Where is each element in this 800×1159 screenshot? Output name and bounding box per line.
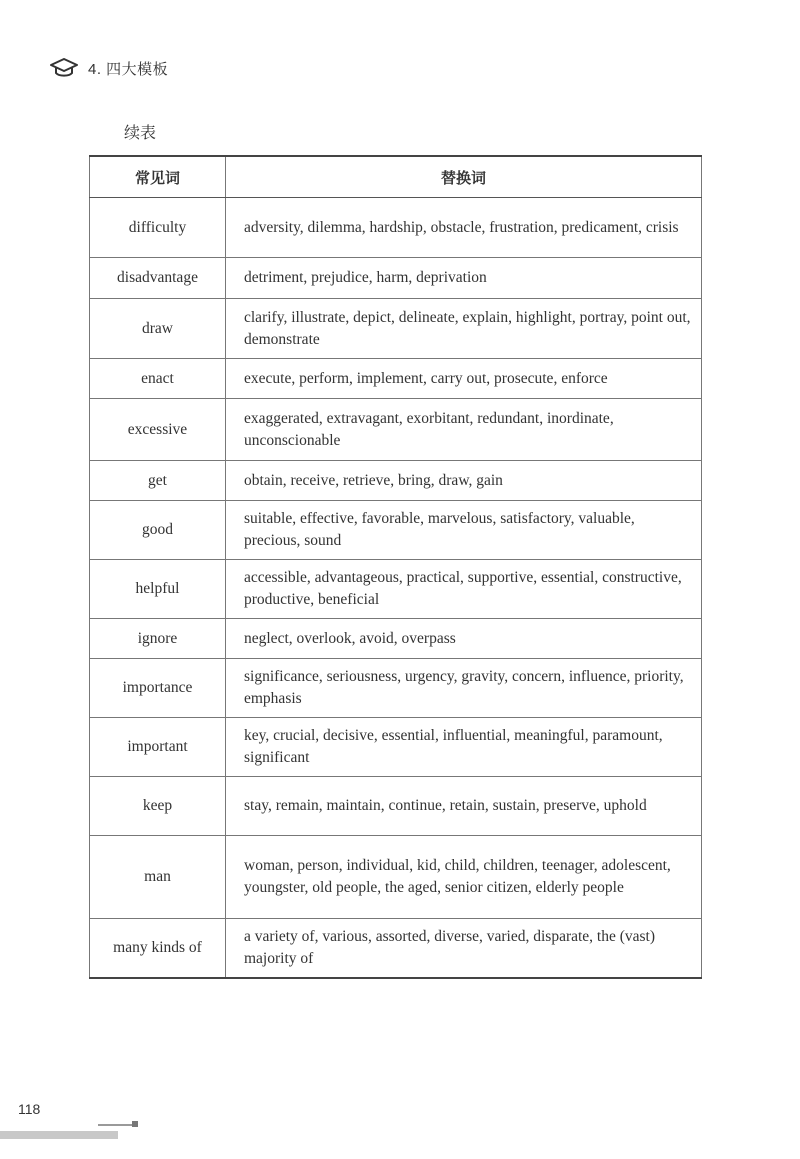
synonyms-cell: woman, person, individual, kid, child, children, teenager, adolescent, youngster, old people, the aged, senior citizen, elderly people: [226, 836, 702, 919]
table-row: [90, 198, 702, 258]
table-row: [90, 560, 702, 619]
synonyms-cell: a variety of, various, assorted, diverse, varied, disparate, the (vast) majority of: [226, 919, 702, 978]
page-number: 118: [18, 1101, 41, 1117]
column-header-replacement-word: 替换词: [226, 156, 702, 198]
synonyms-cell: execute, perform, implement, carry out, prosecute, enforce: [226, 359, 702, 399]
synonyms-cell: significance, seriousness, urgency, gravity, concern, influence, priority, emphasis: [226, 659, 702, 718]
common-word-cell: get: [90, 461, 226, 501]
vocabulary-table: [89, 155, 702, 979]
common-word-cell: man: [90, 836, 226, 919]
chapter-title: 4. 四大模板: [88, 60, 169, 78]
common-word-cell: important: [90, 718, 226, 777]
common-word-cell: many kinds of: [90, 919, 226, 978]
synonyms-cell: suitable, effective, favorable, marvelous, satisfactory, valuable, precious, sound: [226, 501, 702, 560]
synonyms-cell: adversity, dilemma, hardship, obstacle, frustration, predicament, crisis: [226, 198, 702, 258]
synonyms-cell: key, crucial, decisive, essential, influential, meaningful, paramount, significant: [226, 718, 702, 777]
footer-decoration-line: [98, 1124, 134, 1126]
table-row: [90, 619, 702, 659]
common-word-cell: draw: [90, 299, 226, 359]
common-word-cell: importance: [90, 659, 226, 718]
synonyms-cell: accessible, advantageous, practical, supportive, essential, constructive, productive, beneficial: [226, 560, 702, 619]
footer-decoration-bar: [0, 1131, 118, 1139]
table-row: [90, 919, 702, 978]
common-word-cell: difficulty: [90, 198, 226, 258]
synonyms-cell: detriment, prejudice, harm, deprivation: [226, 258, 702, 299]
table-caption: 续表: [124, 123, 157, 142]
column-header-common-word: 常见词: [90, 156, 226, 198]
table-row: [90, 718, 702, 777]
table-header-row: [90, 156, 702, 198]
table-row: [90, 501, 702, 560]
common-word-cell: ignore: [90, 619, 226, 659]
table-row: [90, 836, 702, 919]
table-row: [90, 659, 702, 718]
common-word-cell: enact: [90, 359, 226, 399]
common-word-cell: helpful: [90, 560, 226, 619]
footer-decoration-square: [132, 1121, 138, 1127]
synonyms-cell: obtain, receive, retrieve, bring, draw, gain: [226, 461, 702, 501]
synonyms-cell: stay, remain, maintain, continue, retain, sustain, preserve, uphold: [226, 777, 702, 836]
common-word-cell: good: [90, 501, 226, 560]
synonyms-cell: exaggerated, extravagant, exorbitant, redundant, inordinate, unconscionable: [226, 399, 702, 461]
common-word-cell: disadvantage: [90, 258, 226, 299]
synonyms-cell: clarify, illustrate, depict, delineate, explain, highlight, portray, point out, demonstrate: [226, 299, 702, 359]
table-row: [90, 399, 702, 461]
common-word-cell: keep: [90, 777, 226, 836]
table-row: [90, 777, 702, 836]
chapter-header: [50, 56, 168, 80]
table-row: [90, 359, 702, 399]
graduation-cap-icon: [50, 57, 78, 79]
table-row: [90, 461, 702, 501]
table-row: [90, 258, 702, 299]
synonyms-cell: neglect, overlook, avoid, overpass: [226, 619, 702, 659]
table-row: [90, 299, 702, 359]
common-word-cell: excessive: [90, 399, 226, 461]
